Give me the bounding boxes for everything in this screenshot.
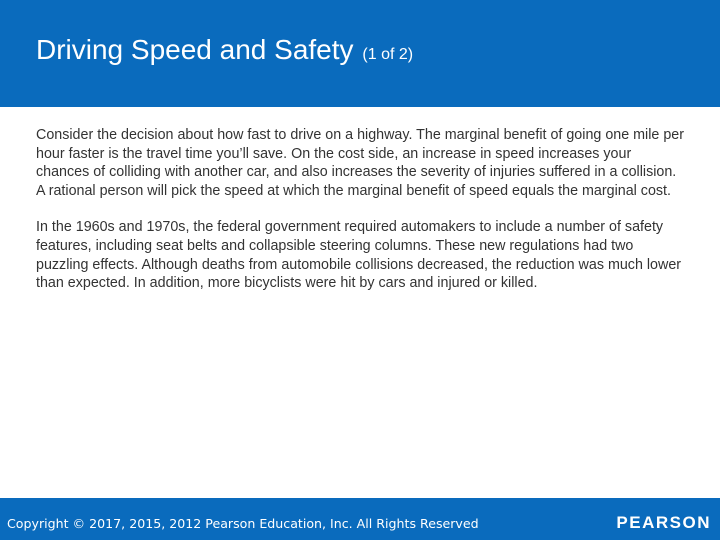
pearson-logo: PEARSON [616,513,711,532]
body-paragraph-2: In the 1960s and 1970s, the federal government required automakers to include a number of safety features, including seat belts and collapsible steering columns. These new regulations had two puzzling effects. Although deaths from automobile collisions decreased, the reduction was much lower than expected. In addition, more bicyclists were hit by cars and injured or killed. [36,219,682,292]
slide-body [36,126,686,311]
title-part-indicator: (1 of 2) [362,46,414,63]
title-bar [0,0,720,107]
slide-title [36,30,413,67]
footer-bar [0,498,720,540]
copyright-notice: Copyright © 2017, 2015, 2012 Pearson Education, Inc. All Rights Reserved [7,516,479,531]
title-text: Driving Speed and Safety [36,34,354,65]
body-paragraph-1: Consider the decision about how fast to drive on a highway. The marginal benefit of going one mile per hour faster is the travel time you’ll save. On the cost side, an increase in speed increases your chances of colliding with another car, and also increases the severity of injuries suffered in a collision. A rational person will pick the speed at which the marginal benefit of speed equals the marginal cost. [36,127,684,199]
